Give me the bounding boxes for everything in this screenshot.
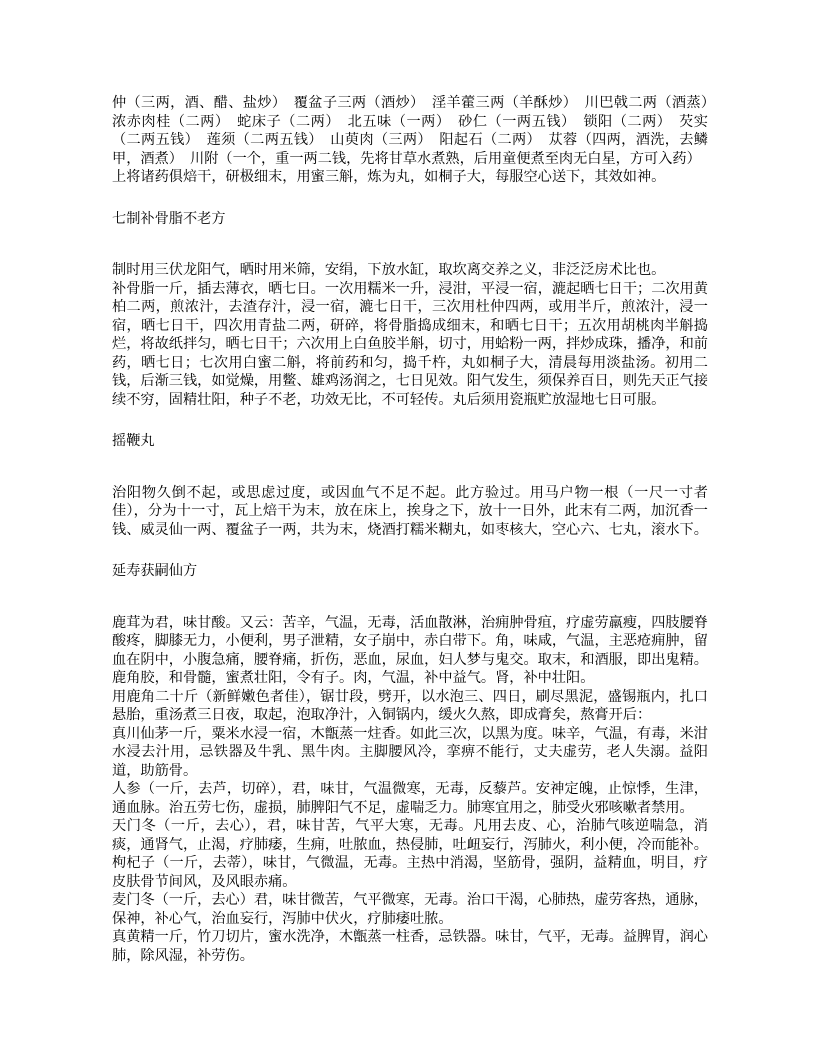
paragraph: 天门冬（一斤，去心），君，味甘苦，气平大寒，无毒。凡用去皮、心，治肺气咳逆喘急，消痰，通肾气，止渴，疗肺痿，生痈，吐脓血，热侵肺，吐衄妄行，泻肺火，利小便，冷而能补。 xyxy=(112,818,708,853)
paragraph: 枸杞子（一斤，去蒂），味甘，气微温，无毒。主热中消渴，坚筋骨，强阴，益精血，明目，疗皮肤骨节间风，及风眼赤痛。 xyxy=(112,855,708,890)
section-heading: 摇鞭丸 xyxy=(112,433,155,449)
section-heading: 延寿获嗣仙方 xyxy=(112,563,198,579)
paragraph: 真川仙茅一斤，粟米水浸一宿，木甑蒸一炷香。如此三次，以黑为度。味辛，气温，有毒，米泔水浸去汁用，忌铁器及牛乳、黑牛肉。主脚腰风冷，挛痹不能行，丈夫虚劳，老人失溺。益阳道，助筋骨。 xyxy=(112,725,708,779)
section-heading: 七制补骨脂不老方 xyxy=(112,210,226,227)
document-body xyxy=(112,94,723,965)
paragraph: 制时用三伏龙阳气，晒时用米筛，安绢，下放水缸，取坎离交养之义，非泛泛房术比也。 xyxy=(112,262,666,278)
paragraph: 用鹿角二十斤（新鲜嫩色者佳），锯廿段，劈开，以水泡三、四日，刷尽黑泥，盛锡瓶内，扎口悬胎，重汤煮三日夜，取起，泡取净汁，入铜锅内，缓火久熬，即成膏矣，熬膏开后： xyxy=(112,688,708,723)
paragraph: 真黄精一斤，竹刀切片，蜜水洗净，木甑蒸一柱香，忌铁器。味甘，气平，无毒。益脾胃，润心肺，除风湿，补劳伤。 xyxy=(112,929,708,964)
paragraph: 治阳物久倒不起，或思虑过度，或因血气不足不起。此方验过。用马户物一根（一尺一寸者佳），分为十一寸，瓦上焙干为末，放在床上，挨身之下，放十一日外，此末有二两，加沉香一钱、威灵仙一两、覆盆子一两，共为末，烧酒打糯米糊丸，如枣核大，空心六、七丸，滚水下。 xyxy=(112,484,708,538)
paragraph: 补骨脂一斤，插去薄衣，晒七日。一次用糯米一升，浸泔，平浸一宿，漉起晒七日干；二次用黄柏二两，煎浓汁，去渣存汁，浸一宿，漉七日干，三次用杜仲四两，或用半斤，煎浓汁，浸一宿，晒七日干，四次用青盐二两，研碎，将骨脂捣成细末，和晒七日干；五次用胡桃肉半斛捣烂，将故纸拌匀，晒七日干；六次用上白鱼胶半斛，切寸，用蛤粉一两，拌炒成珠，播净，和前药，晒七日；七次用白蜜二斛，将前药和匀，捣千杵，丸如桐子大，清晨每用淡盐汤。初用二钱，后渐三钱，如觉燥，用鳖、雄鸡汤润之，七日见效。阳气发生，须保养百日，则先天正气接续不穷，固精壮阳，种子不老，功效无比，不可轻传。丸后须用瓷瓶贮放湿地七日可服。 xyxy=(112,280,708,408)
paragraph: 人参（一斤，去芦，切碎），君，味甘，气温微寒，无毒，反藜芦。安神定魄，止惊悸，生津，通血脉。治五劳七伤，虚损，肺脾阳气不足，虚喘乏力。肺寒宜用之，肺受火邪咳嗽者禁用。 xyxy=(112,781,708,816)
paragraph: 麦门冬（一斤，去心）君，味甘微苦，气平微寒，无毒。治口干渴，心肺热，虚劳客热，通脉，保神，补心气，治血妄行，泻肺中伏火，疗肺痿吐脓。 xyxy=(112,892,708,927)
paragraph: 仲（三两，酒、醋、盐炒） 覆盆子三两（酒炒） 淫羊藿三两（羊酥炒） 川巴戟二两（酒蒸） 浓赤肉桂（二两） 蛇床子（二两） 北五味（一两） 砂仁（一两五钱） 锁阳（二两） 芡实（二两五钱） 莲须（二两五钱） 山萸肉（三两） 阳起石（二两） 苁蓉（四两，酒洗，去鳞甲，酒煮） 川附（一个，重一两二钱，先将甘草水煮熟，后用童便煮至肉无白星，方可入药） xyxy=(112,95,723,167)
paragraph: 上将诸药俱焙干，研极细末，用蜜三斛，炼为丸，如桐子大，每服空心送下，其效如神。 xyxy=(112,169,666,185)
paragraph: 鹿茸为君，味甘酸。又云：苦辛，气温，无毒，活血散淋，治痈肿骨疽，疗虚劳羸瘦，四肢腰脊酸疼，脚膝无力，小便利，男子泄精，女子崩中，赤白带下。角，味咸，气温，主恶疮痈肿，留血在阴中，小腹急痛，腰脊痛，折伤，恶血，尿血，妇人梦与鬼交。取末，和酒服，即出鬼精。鹿角胶，和骨髓，蜜煮壮阳，令有子。肉，气温，补中益气。肾，补中壮阳。 xyxy=(112,614,708,686)
